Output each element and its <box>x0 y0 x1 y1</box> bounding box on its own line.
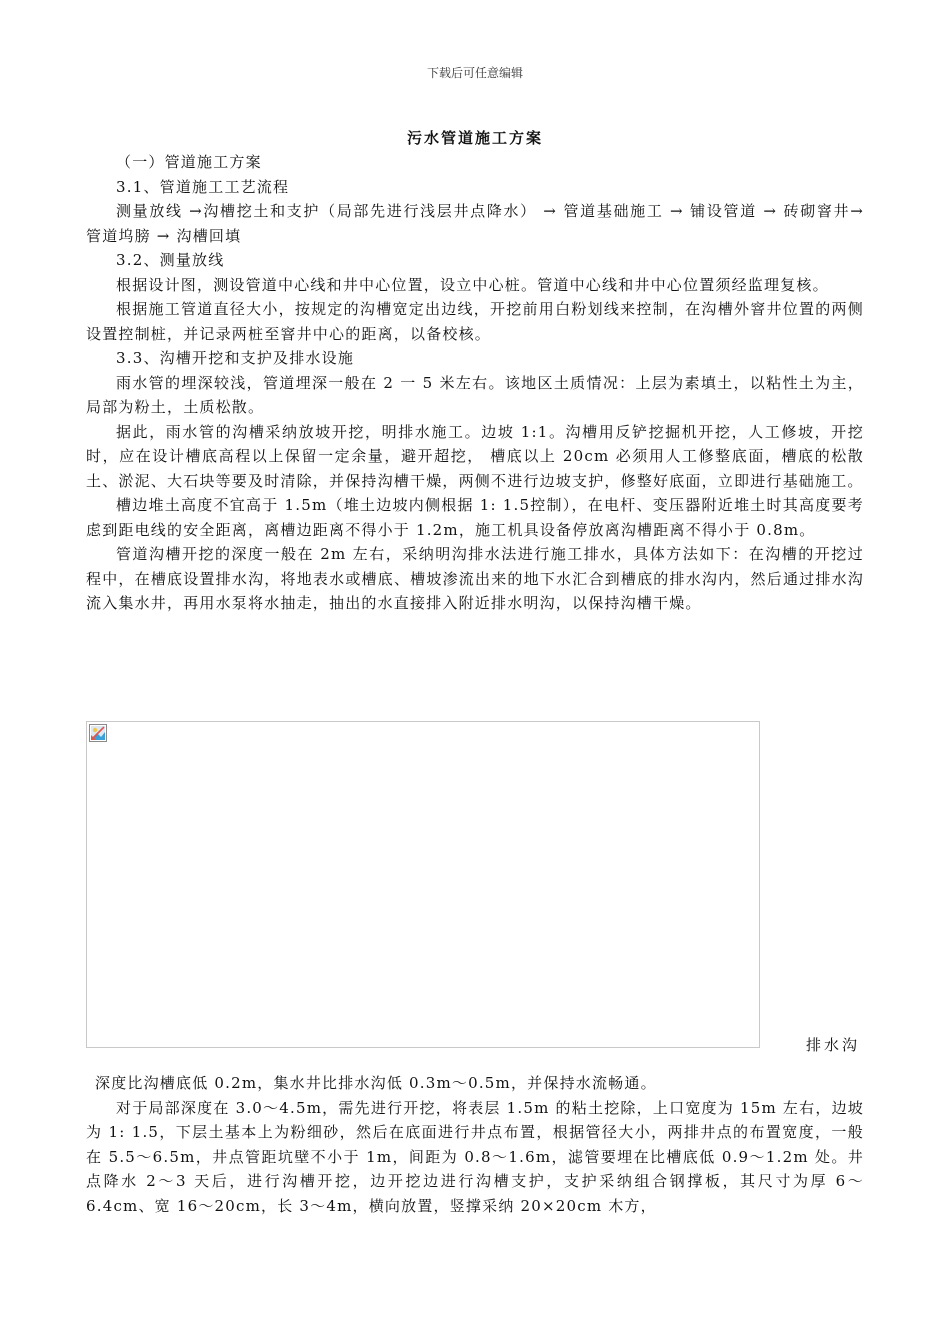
paragraph-survey-1: 根据设计图，测设管道中心线和井中心位置，设立中心桩。管道中心线和井中心位置须经监理复核。 <box>116 275 829 294</box>
figure-caption: 排水沟 <box>806 1036 861 1054</box>
paragraph-excavation-method: 据此，雨水管的沟槽采纳放坡开挖，明排水施工。边坡 1:1。沟槽用反铲挖掘机开挖，人工修坡，开挖时，应在设计槽底高程以上保留一定余量，避开超挖， 槽底以上 20cm 必须用人工修整底面，槽底的松散土、淤泥、大石块等要及时清除，并保持沟槽干燥，两侧不进行边坡支护，修整好底面，立即进行基础施工。 <box>86 422 864 490</box>
paragraph-subheading-3-3: 3.3、沟槽开挖和支护及排水设施 <box>116 349 355 367</box>
paragraph-survey-2: 根据施工管道直径大小，按规定的沟槽宽定出边线，开挖前用白粉划线来控制，在沟槽外窨井位置的两侧设置控制桩，并记录两桩至窨井中心的距离，以备校核。 <box>86 300 864 343</box>
header-note: 下载后可任意编辑 <box>426 66 523 80</box>
broken-image-icon <box>89 724 107 742</box>
paragraph-process-flow: 测量放线 →沟槽挖土和支护（局部先进行浅层井点降水） → 管道基础施工 → 铺设管道 → 砖砌窨井→ 管道坞膀 → 沟槽回填 <box>86 202 864 245</box>
paragraph-well-point: 对于局部深度在 3.0～4.5m，需先进行开挖，将表层 1.5m 的粘土挖除，上口宽度为 15m 左右，边坡为 1: 1.5，下层土基本上为粉细砂，然后在底面进行井点布置，根据管径大小，两排井点的布置宽度，一般在 5.5～6.5m，井点管距坑壁不小于 1m，间距为 0.8～1.6m，滤管要埋在比槽底低 0.9～1.2m 处。井点降水 2～3 天后，进行沟槽开挖，边开挖边进行沟槽支护，支护采纳组合钢撑板，其尺寸为厚 6～6.4cm、宽 16～20cm，长 3～4m，横向放置，竖撑采纳 20×20cm 木方， <box>86 1098 864 1215</box>
paragraph-soil-conditions: 雨水管的埋深较浅，管道埋深一般在 2 一 5 米左右。该地区土质情况：上层为素填土，以粘性土为主，局部为粉土，土质松散。 <box>86 373 864 416</box>
paragraph-ditch-depth: 深度比沟槽底低 0.2m，集水井比排水沟低 0.3m～0.5m，并保持水流畅通。 <box>95 1074 657 1092</box>
figure-frame <box>86 721 760 1048</box>
paragraph-spoil-height: 槽边堆土高度不宜高于 1.5m（堆土边坡内侧根据 1: 1.5控制），在电杆、变压器附近堆土时其高度要考虑到距电线的安全距离，离槽边距离不得小于 1.2m，施工机具设备停放离沟槽距离不得小于 0.8m。 <box>86 496 864 539</box>
body-section-bottom <box>86 1071 864 1218</box>
document-title: 污水管道施工方案 <box>406 129 543 147</box>
paragraph-section-heading: （一）管道施工方案 <box>116 153 262 171</box>
paragraph-subheading-3-2: 3.2、测量放线 <box>116 251 225 269</box>
paragraph-subheading-3-1: 3.1、管道施工工艺流程 <box>116 177 290 196</box>
paragraph-drainage-method: 管道沟槽开挖的深度一般在 2m 左右，采纳明沟排水法进行施工排水，具体方法如下：在沟槽的开挖过程中，在槽底设置排水沟，将地表水或槽底、槽坡渗流出来的地下水汇合到槽底的排水沟内，然后通过排水沟流入集水井，再用水泵将水抽走，抽出的水直接排入附近排水明沟，以保持沟槽干燥。 <box>86 545 864 612</box>
body-section-top <box>86 150 864 616</box>
